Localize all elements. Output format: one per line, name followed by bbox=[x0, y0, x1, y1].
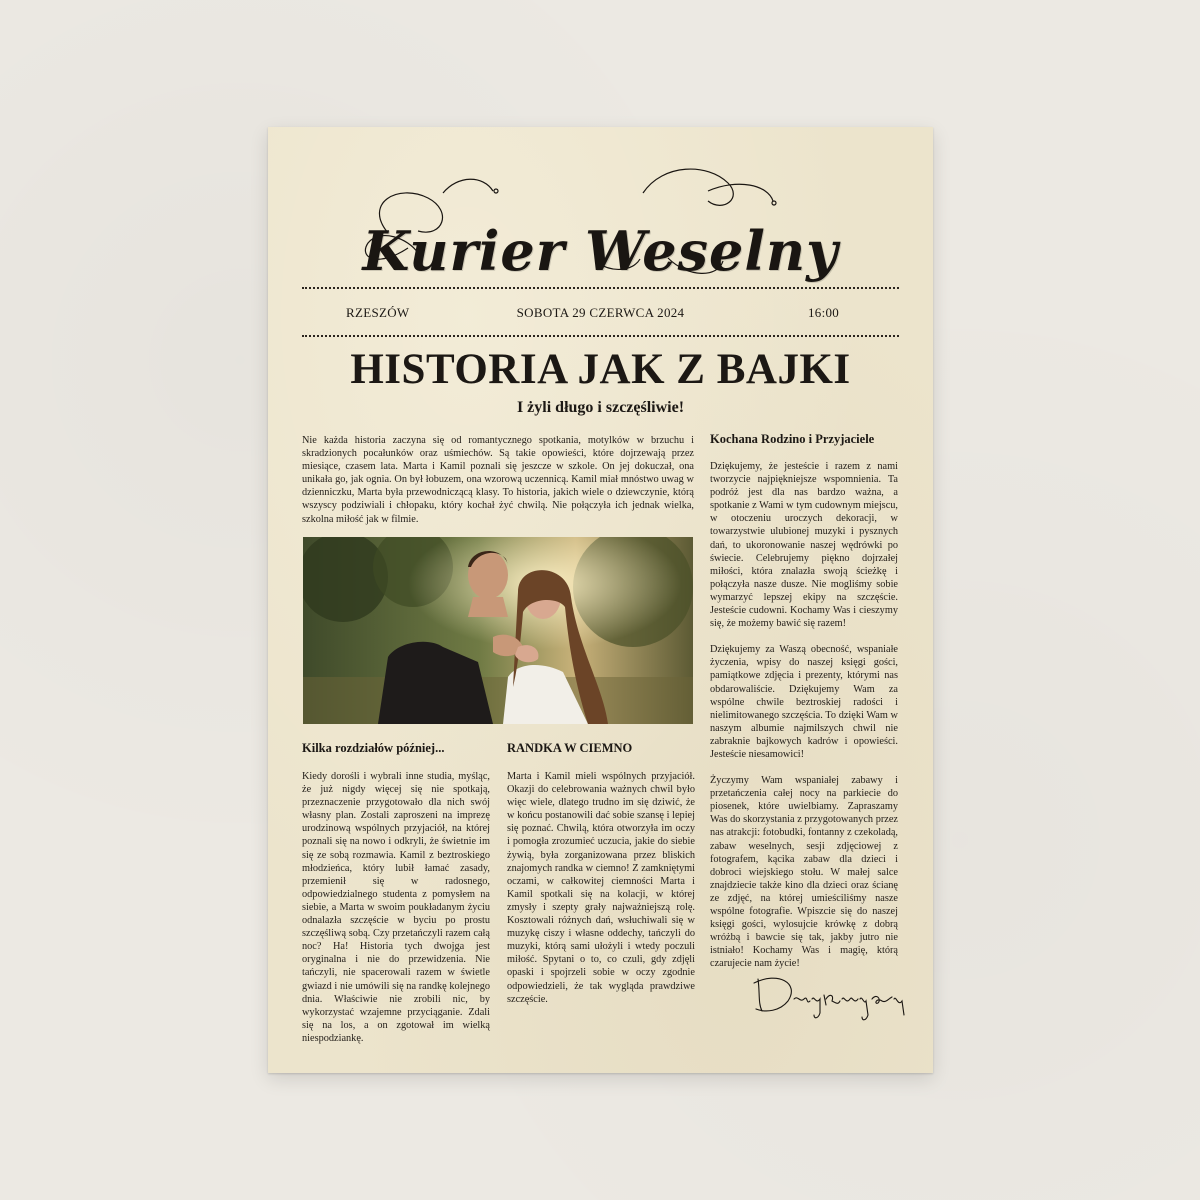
newspaper-sheet bbox=[268, 127, 933, 1073]
section-title-chapters: Kilka rozdziałów później... bbox=[302, 741, 445, 755]
blind-date-article: Marta i Kamil mieli wspólnych przyjaciół. Okazji do celebrowania ważnych chwil było więc wiele, dlatego trudno im się dziwić, że w końcu postanowili dać sobie szansę i lepiej się poznać. Chwilą, która otworzyła im oczy i pomogła zrozumieć uczucia, jakie do siebie żywią, była zorganizowana przez bliskich znajomych randka w ciemno! Z zamkniętymi oczami, w całkowitej ciemności Marta i Kamil spotkali się na kolacji, w której zmysły i szepty grały najważniejszą rolę. Kosztowali różnych dań, wsłuchiwali się w muzykę ciszy i własne oddechy, tańczyli do muzyki, którą sami ułożyli i wtedy poczuli miłość. Spytani o to, co czuli, gdy zdjęli opaski i spojrzeli sobie w oczy zgodnie odpowiedzieli, że tak wygląda prawdziwe szczęście. bbox=[507, 771, 695, 1005]
couple-photo bbox=[303, 537, 693, 724]
chapters-article: Kiedy dorośli i wybrali inne studia, myśląc, że już nigdy więcej się nie spotkają, przeznaczenie przygotowało dla nich swój własny plan. Zostali zaproszeni na imprezę urodzinową wspólnych przyjaciół, na której poznali się na nowo i odkryli, że świetnie im się ze sobą rozmawia. Kamil z beztroskiego młodzieńca, który lubił łamać zasady, przemienił się w radosnego, odpowiedzialnego studenta z pomysłem na siebie, a Marta w swoim poukładanym życiu odnalazła szczęście w byciu po prostu szczęśliwą sobą. Czy przetańczyli razem całą noc? Ha! Historia tych dwojga jest oryginalna i nie do przewidzenia. Nie tańczyli, nie spacerowali razem w świetle gwiazd i nie umówili się na randkę kolejnego dnia. Właściwie nie zrobili nic, by wykorzystać wzajemne przyciąganie. Zdali się na los, a on zgotował im wielką niespodziankę. bbox=[302, 771, 490, 1044]
dotted-divider-top bbox=[302, 287, 899, 289]
thanks-article bbox=[710, 460, 898, 983]
headline: HISTORIA JAK Z BAJKI bbox=[350, 346, 851, 393]
thanks-paragraph: Dziękujemy, że jesteście i razem z nami tworzycie najpiękniejsze wspomnienia. Ta podróż jest dla nas bardzo ważna, a spotkanie z Wami w tym cudownym miejscu, w otoczeniu uroczych dekoracji, w towarzystwie ulubionej muzyki i pysznych dań, to ukoronowanie naszej wędrówki po świecie. Celebrujemy piękno dojrzałej miłości, która znalazła swoją ścieżkę i połączyła nasze dusze. Nie mogliśmy sobie wymarzyć lepszej ekipy na szczęście. Jesteście cudowni. Kochamy Was i cieszymy się, że możemy bawić się razem! bbox=[710, 461, 898, 630]
thanks-paragraph: Życzymy Wam wspaniałej zabawy i przetańczenia całej nocy na parkiecie do piosenek, które uwielbiamy. Zapraszamy Was do skorzystania z przygotowanych przez nas atrakcji: fotobudki, fontanny z czekoladą, zabaw weselnych, sesji zdjęciowej z fotografem, kącika zabaw dla dzieci i dobroci wiejskiego stołu. W małej salce znajdziecie także kino dla dzieci oraz ścianę ze zdjęć, na której umieściliśmy nasze wspólne fotografie. Wpiszcie się do naszej księgi gości, wylosujcie krówkę z dobrą wróżbą i bawcie się tak, jakby jutro nie istniało! Kochamy Was i magię, którą czarujecie nam życie! bbox=[710, 775, 898, 970]
dateline-time: 16:00 bbox=[808, 305, 840, 320]
dotted-divider-bottom bbox=[302, 335, 899, 337]
intro-paragraph: Nie każda historia zaczyna się od romantycznego spotkania, motylków w brzuchu i skradzionych pocałunków oraz uśmiechów. Są takie opowieści, które dojrzewają przez miesiące, czasem lata. Marta i Kamil poznali się jeszcze w szkole. On jej dokuczał, ona unikała go, jak ognia. On był łobuzem, ona wzorową uczennicą. Kamil miał mnóstwo uwag w dzienniczku, Marta była przewodniczącą klasy. To historia, jakich wiele o dziewczynie, którą wszyscy podziwiali i chłopaku, który kochał żyć chwilą. Nie połączyła ich jednak wielka, szkolna miłość jak w filmie. bbox=[302, 435, 694, 525]
masthead bbox=[268, 153, 933, 303]
section-title-thanks: Kochana Rodzino i Przyjaciele bbox=[710, 432, 875, 446]
subheadline: I żyli długo i szczęśliwie! bbox=[516, 399, 685, 416]
masthead-title: Kurier Weselny bbox=[362, 219, 839, 283]
dateline-city: RZESZÓW bbox=[346, 305, 410, 320]
thanks-paragraph: Dziękujemy za Waszą obecność, wspaniałe życzenia, wpisy do naszej księgi gości, pamiątkowe zdjęcia i prezenty, którymi nas obdarowaliście. Dziękujemy Wam za wspólne chwile beztroskiej radości i nielimitowanego szczęścia. To dzięki Wam w naszym albumie najmilszych chwil nie zabraknie bajkowych kadrów i opowieści. Jesteście niesamowici! bbox=[710, 644, 898, 760]
dateline-date: SOBOTA 29 CZERWCA 2024 bbox=[516, 305, 685, 320]
section-title-blind-date: RANDKA W CIEMNO bbox=[507, 741, 633, 755]
signature bbox=[748, 965, 908, 1025]
